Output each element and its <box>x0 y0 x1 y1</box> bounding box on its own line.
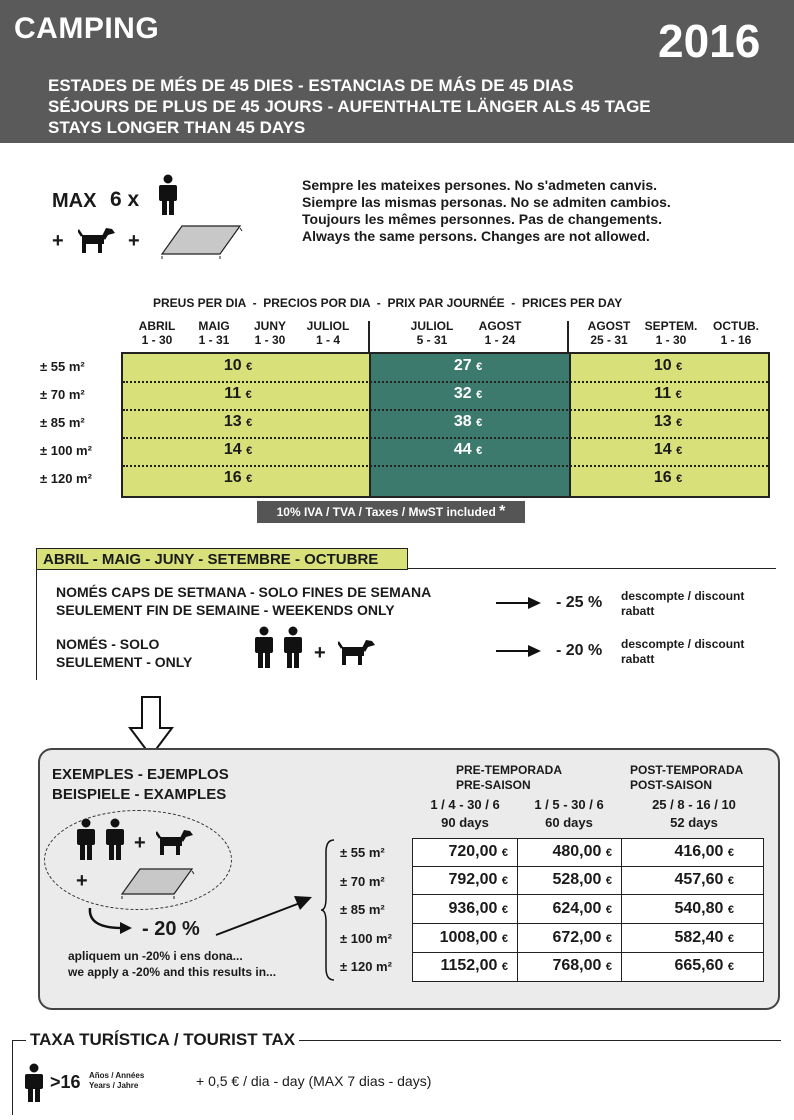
price-low: 11 € <box>224 385 252 402</box>
example-size-label: ± 85 m² <box>340 902 385 917</box>
row-divider <box>412 866 764 867</box>
col-header: AGOST 1 - 24 <box>478 319 522 347</box>
pitch-icon <box>118 866 196 900</box>
rule-line-1: Sempre les mateixes persones. No s'admeten canvis. <box>302 177 658 193</box>
rule-line-3: Toujours les mêmes personnes. Pas de changements. <box>302 211 662 227</box>
size-label: ± 120 m² <box>40 471 92 486</box>
examples-heading-1: EXEMPLES - EJEMPLOS <box>52 766 229 783</box>
example-value: 1008,00 € <box>439 929 508 946</box>
example-value: 480,00 € <box>552 843 612 860</box>
size-label: ± 100 m² <box>40 443 92 458</box>
rule-line-4: Always the same persons. Changes are not allowed. <box>302 228 650 244</box>
col-header: ABRIL 1 - 30 <box>138 319 176 347</box>
example-col-header: 1 / 5 - 30 / 6 60 days <box>534 797 604 830</box>
col-header: AGOST 25 - 31 <box>587 319 631 347</box>
price-high: 38 € <box>453 413 483 430</box>
header-line-1: ESTADES DE MÉS DE 45 DIES - ESTANCIAS DE MÁS DE 45 DIAS <box>48 76 574 95</box>
row-divider <box>412 923 764 924</box>
rule-line-2: Siempre las mismas personas. No se admiten cambios. <box>302 194 671 210</box>
col-header: JULIOL 5 - 31 <box>410 319 454 347</box>
example-col-header: 1 / 4 - 30 / 6 90 days <box>430 797 500 830</box>
only-line-1: NOMÉS - SOLO <box>56 636 160 652</box>
camping-title: CAMPING <box>14 12 160 45</box>
size-label: ± 85 m² <box>40 415 85 430</box>
price-low: 10 € <box>223 357 253 374</box>
col-header: MAIG 1 - 31 <box>198 319 230 347</box>
example-value: 672,00 € <box>552 929 612 946</box>
size-label: ± 55 m² <box>40 359 85 374</box>
person-icon <box>155 174 181 216</box>
example-size-label: ± 70 m² <box>340 874 385 889</box>
discount-text: descompte / discount rabatt <box>621 637 745 666</box>
dog-icon <box>78 226 116 254</box>
plus-sign: + <box>314 642 326 664</box>
plus-sign: + <box>76 870 88 892</box>
price-low: 14 € <box>223 441 253 458</box>
example-value: 1152,00 € <box>440 957 508 974</box>
tax-age-unit: Años / Années Years / Jahre <box>89 1071 145 1090</box>
col-header: SEPTEM. 1 - 30 <box>644 319 698 347</box>
plus-sign-2: + <box>128 230 140 252</box>
offers-months: ABRIL - MAIG - JUNY - SETEMBRE - OCTUBRE <box>36 548 408 570</box>
apply-text: apliquem un -20% i ens dona... we apply a -20% and this results in... <box>68 949 277 979</box>
example-discount: - 20 % <box>142 918 200 940</box>
example-value: 665,60 € <box>674 957 734 974</box>
price-post: 11 € <box>654 385 682 402</box>
arrow-right-icon <box>496 644 542 658</box>
year-title: 2016 <box>658 15 761 67</box>
pitch-icon <box>158 222 244 260</box>
price-high: 27 € <box>453 357 483 374</box>
discount-text: descompte / discount rabatt <box>621 589 745 618</box>
col-header: JULIOL 1 - 4 <box>306 319 350 347</box>
dog-icon <box>156 828 194 856</box>
header-line-2: SÉJOURS DE PLUS DE 45 JOURS - AUFENTHALTE LÄNGER ALS 45 TAGE <box>48 97 651 116</box>
tax-text: + 0,5 € / dia - day (MAX 7 dias - days) <box>196 1073 432 1089</box>
example-value: 528,00 € <box>552 871 612 888</box>
row-divider <box>123 437 768 439</box>
example-value: 624,00 € <box>552 900 612 917</box>
arrow-right-icon <box>214 893 314 937</box>
price-post: 10 € <box>653 357 683 374</box>
row-divider <box>123 409 768 411</box>
example-value: 936,00 € <box>448 900 508 917</box>
curved-arrow-icon <box>84 906 136 936</box>
row-divider <box>412 952 764 953</box>
example-value: 457,60 € <box>674 871 734 888</box>
examples-heading-2: BEISPIELE - EXAMPLES <box>52 786 227 803</box>
row-divider <box>123 465 768 467</box>
plus-sign: + <box>52 230 64 252</box>
example-value: 792,00 € <box>448 871 508 888</box>
example-size-label: ± 55 m² <box>340 845 385 860</box>
arrow-right-icon <box>496 596 542 610</box>
header-separator <box>368 321 370 353</box>
tax-title: TAXA TURÍSTICA / TOURIST TAX <box>26 1030 299 1050</box>
price-low: 13 € <box>223 413 253 430</box>
prices-title: PREUS PER DIA - PRECIOS POR DIA - PRIX PAR JOURNÉE - PRICES PER DAY <box>153 296 623 310</box>
price-post: 14 € <box>653 441 683 458</box>
header-line-3: STAYS LONGER THAN 45 DAYS <box>48 118 306 137</box>
col-header: OCTUB. 1 - 16 <box>713 319 759 347</box>
header-separator <box>567 321 569 353</box>
example-col-header: 25 / 8 - 16 / 10 52 days <box>652 797 736 830</box>
example-value: 720,00 € <box>448 843 508 860</box>
weekend-discount: - 25 % <box>556 594 603 611</box>
tax-included-note: 10% IVA / TVA / Taxes / MwST included * <box>257 501 525 523</box>
example-size-label: ± 100 m² <box>340 931 392 946</box>
plus-sign: + <box>134 832 146 854</box>
price-high: 44 € <box>453 441 483 458</box>
brace <box>320 838 336 982</box>
col-header: JUNY 1 - 30 <box>253 319 286 347</box>
tax-age: >16 <box>50 1072 81 1092</box>
example-value: 768,00 € <box>552 957 612 974</box>
post-season-title: POST-TEMPORADA POST-SAISON <box>630 763 744 792</box>
price-high: 32 € <box>453 385 483 402</box>
weekend-line-1: NOMÉS CAPS DE SETMANA - SOLO FINES DE SEMANA <box>56 584 432 600</box>
max-label: MAX <box>52 190 97 212</box>
example-value: 582,40 € <box>674 929 734 946</box>
only-discount: - 20 % <box>556 642 603 659</box>
example-value: 416,00 € <box>674 843 734 860</box>
two-persons-icon <box>252 626 306 670</box>
price-low: 16 € <box>223 469 253 486</box>
weekend-line-2: SEULEMENT FIN DE SEMAINE - WEEKENDS ONLY <box>56 602 395 618</box>
offers-side-line <box>36 568 37 680</box>
pre-season-title: PRE-TEMPORADA PRE-SAISON <box>456 763 563 792</box>
price-post: 13 € <box>653 413 683 430</box>
row-divider <box>412 894 764 895</box>
max-count: 6 x <box>110 188 140 211</box>
header-banner <box>0 0 794 143</box>
example-value: 540,80 € <box>674 900 734 917</box>
row-divider <box>123 381 768 383</box>
only-line-2: SEULEMENT - ONLY <box>56 654 193 670</box>
person-icon <box>22 1063 46 1103</box>
dog-icon <box>338 638 376 666</box>
price-post: 16 € <box>653 469 683 486</box>
size-label: ± 70 m² <box>40 387 85 402</box>
example-size-label: ± 120 m² <box>340 959 392 974</box>
two-persons-icon <box>74 818 128 862</box>
